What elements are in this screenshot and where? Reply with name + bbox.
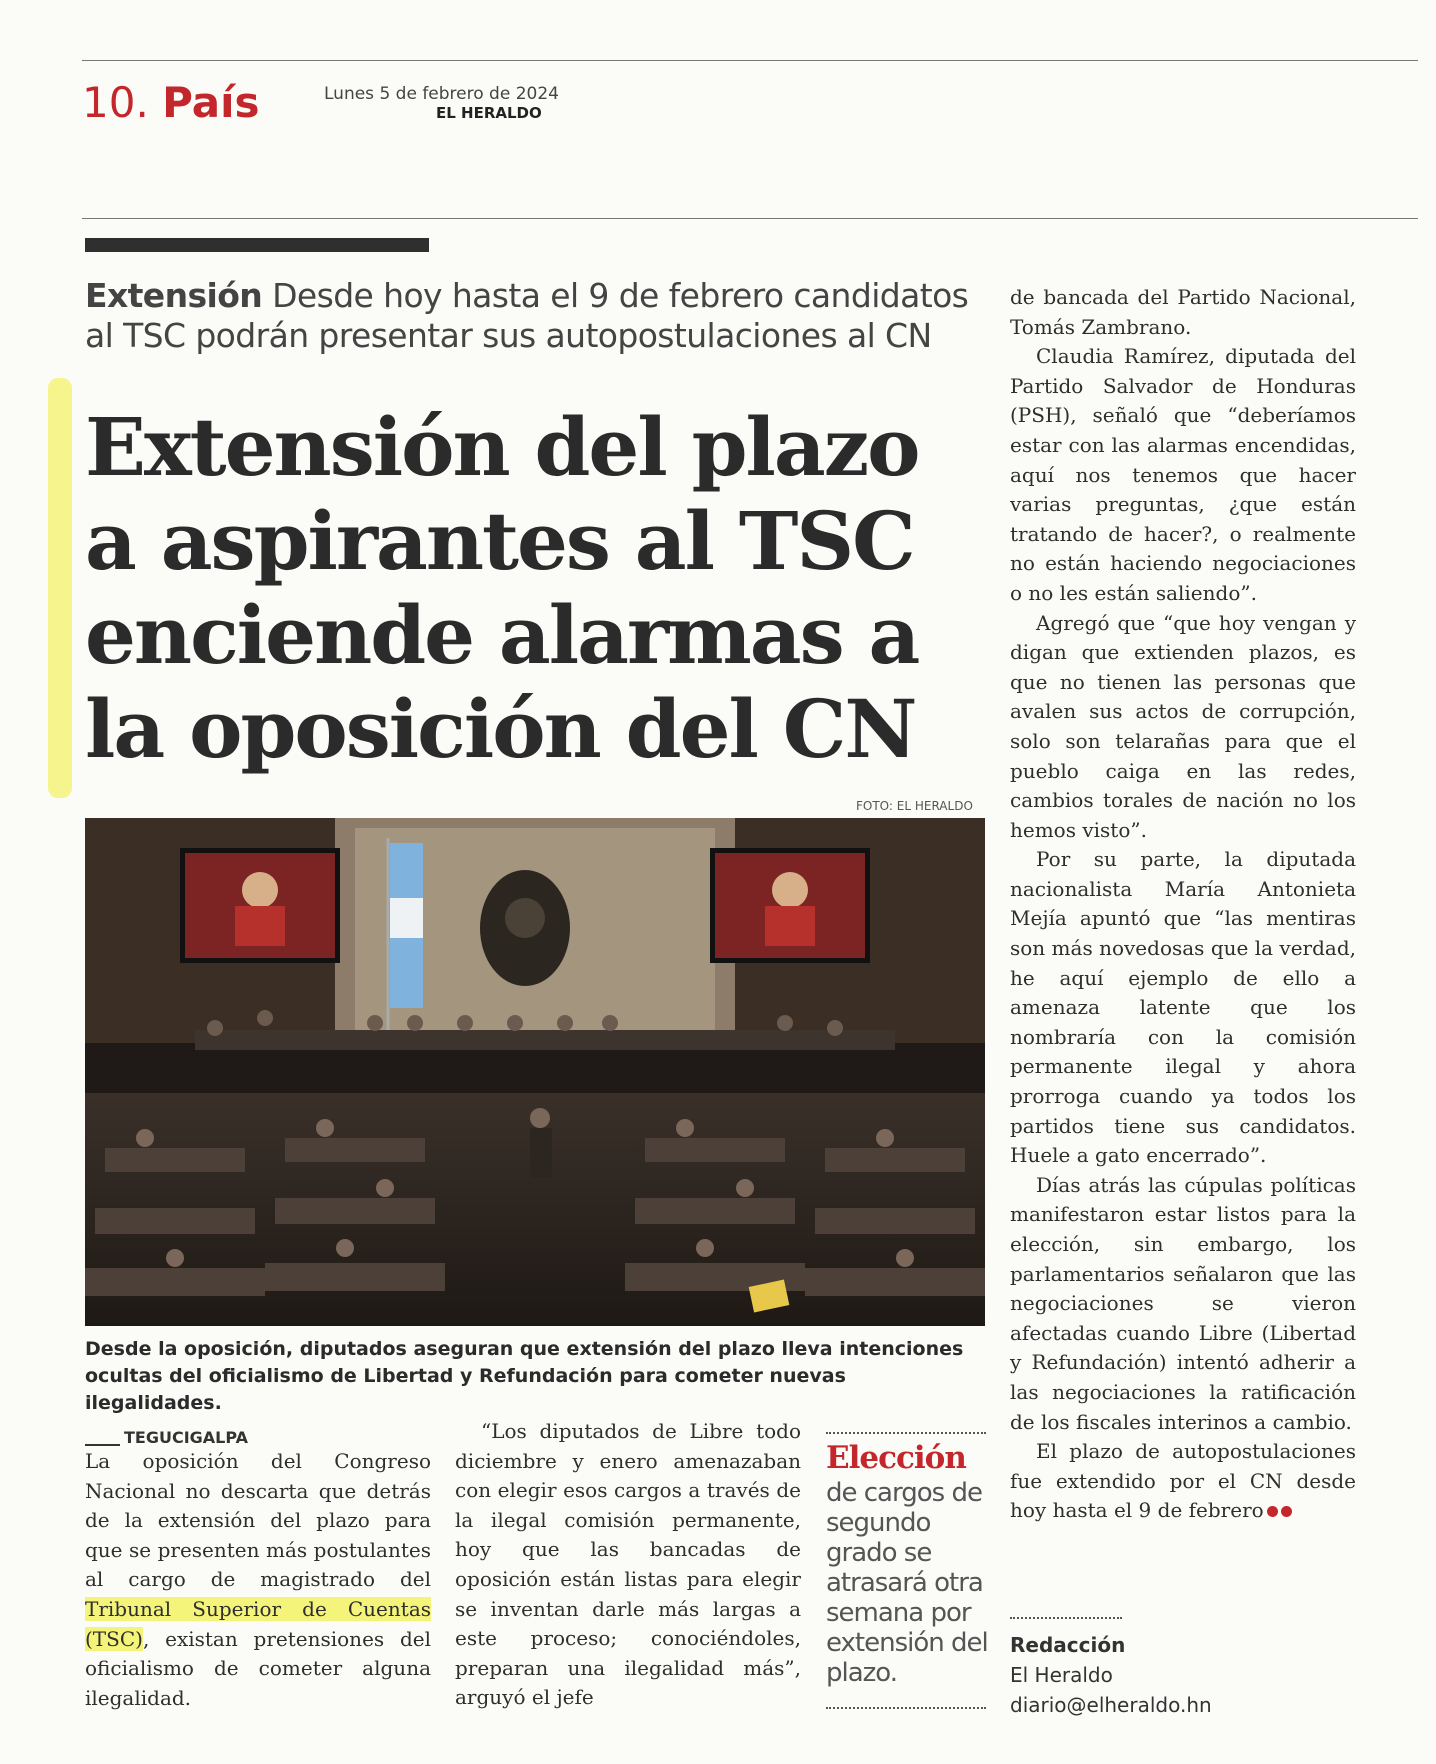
page-header-section <box>82 78 260 127</box>
article-paragraph: Agregó que “que hoy vengan y digan que extienden plazos, es que no tienen las personas que avalen sus actos de corrupción, solo son telarañas para que el pueblo caiga en las redes, cambios torales de nación no los hemos visto”. <box>1010 610 1356 842</box>
end-mark-icon <box>1267 1506 1278 1517</box>
article-paragraph: Días atrás las cúpulas políticas manifestaron estar listos para la elección, sin embargo, los parlamentarios señalaron que las negociaciones se vieron afectadas cuando Libre (Libertad y Refundación) intentó adherir a las negociaciones la ratificación de los fiscales interinos a cambio. <box>1010 1172 1356 1434</box>
paragraph-text: , existan pretensiones del oficialismo de cometer alguna ilegalidad. <box>85 1626 431 1710</box>
byline <box>1010 1630 1350 1720</box>
sidebar-top-divider <box>826 1432 986 1434</box>
page-number: 10. <box>82 78 149 127</box>
congress-chamber-image <box>85 818 985 1326</box>
paragraph-text: La oposición del Congreso Nacional no descarta que detrás de la extensión del plazo para que se presenten más postulantes al cargo de magistrado del <box>85 1449 431 1592</box>
paragraph-text: El plazo de autopostulaciones fue extendido por el CN desde hoy hasta el 9 de febrero <box>1010 1439 1356 1523</box>
dateline: TEGUCIGALPA <box>124 1428 249 1447</box>
header-rule <box>82 218 1418 219</box>
byline-outlet: El Heraldo <box>1010 1663 1113 1687</box>
article-top-bar <box>85 238 429 252</box>
article-paragraph: de bancada del Partido Nacional, Tomás Zambrano. <box>1010 285 1356 339</box>
top-rule <box>82 60 1418 61</box>
photo-caption: Desde la oposición, diputados aseguran que extensión del plazo lleva intenciones ocultas del oficialismo de Libertad y Refundación para cometer nuevas ilegalidades. <box>85 1338 964 1414</box>
kicker-text: Desde hoy hasta el 9 de febrero candidatos al TSC podrán presentar sus autopostulaciones al CN <box>85 276 969 355</box>
section-name: País <box>162 78 260 127</box>
article-paragraph: “Los diputados de Libre todo diciembre y enero amenazaban con elegir esos cargos a través de la ilegal comisión permanente, hoy que las bancadas de oposición están listas para elegir se inventan darle más largas a este proceso; conociéndoles, preparan una ilegalidad más”, arguyó el jefe <box>455 1419 801 1710</box>
byline-divider <box>1010 1617 1122 1619</box>
article-paragraph <box>85 1447 431 1713</box>
highlighter-mark <box>48 378 72 798</box>
issue-date: Lunes 5 de febrero de 2024 <box>324 84 559 104</box>
article-column-2 <box>455 1417 801 1713</box>
photo-credit: FOTO: EL HERALDO <box>856 799 973 813</box>
article-paragraph <box>1010 1437 1356 1526</box>
article-paragraph: Claudia Ramírez, diputada del Partido Salvador de Honduras (PSH), señaló que “deberíamos estar con las alarmas encendidas, aquí nos tenemos que hacer varias preguntas, ¿que están tratando de hacer?, o realmente no están haciendo negociaciones o no les están saliendo”. <box>1010 344 1356 605</box>
sidebar-title: Elección <box>826 1440 966 1476</box>
highlighted-text: Tribunal Superior de Cuentas (TSC) <box>85 1596 431 1651</box>
article-paragraph: Por su parte, la diputada nacionalista María Antonieta Mejía apuntó que “las mentiras son más novedosas que la verdad, he aquí ejemplo de ello a amenaza latente que los nombraría con la comisión permanente ilegal y ahora prorroga cuando ya todos los partidos tiene sus candidatos. Huele a gato encerrado”. <box>1010 847 1356 1168</box>
congress-photo <box>85 818 985 1326</box>
byline-email[interactable]: diario@elheraldo.hn <box>1010 1693 1212 1717</box>
dateline-dash <box>85 1444 120 1446</box>
byline-label: Redacción <box>1010 1633 1126 1657</box>
sidebar-text: de cargos de segundo grado se atrasará otra semana por extensión del plazo. <box>826 1478 988 1688</box>
end-mark-icon <box>1281 1506 1292 1517</box>
kicker-keyword: Extensión <box>85 276 263 315</box>
publication-name: EL HERALDO <box>436 104 542 122</box>
article-column-1 <box>85 1447 431 1713</box>
article-column-4 <box>1010 283 1356 1526</box>
headline: Extensión del plazo a aspirantes al TSC enciende alarmas a la oposición del CN <box>85 400 919 776</box>
article-kicker <box>85 276 995 356</box>
sidebar-bottom-divider <box>826 1707 986 1709</box>
